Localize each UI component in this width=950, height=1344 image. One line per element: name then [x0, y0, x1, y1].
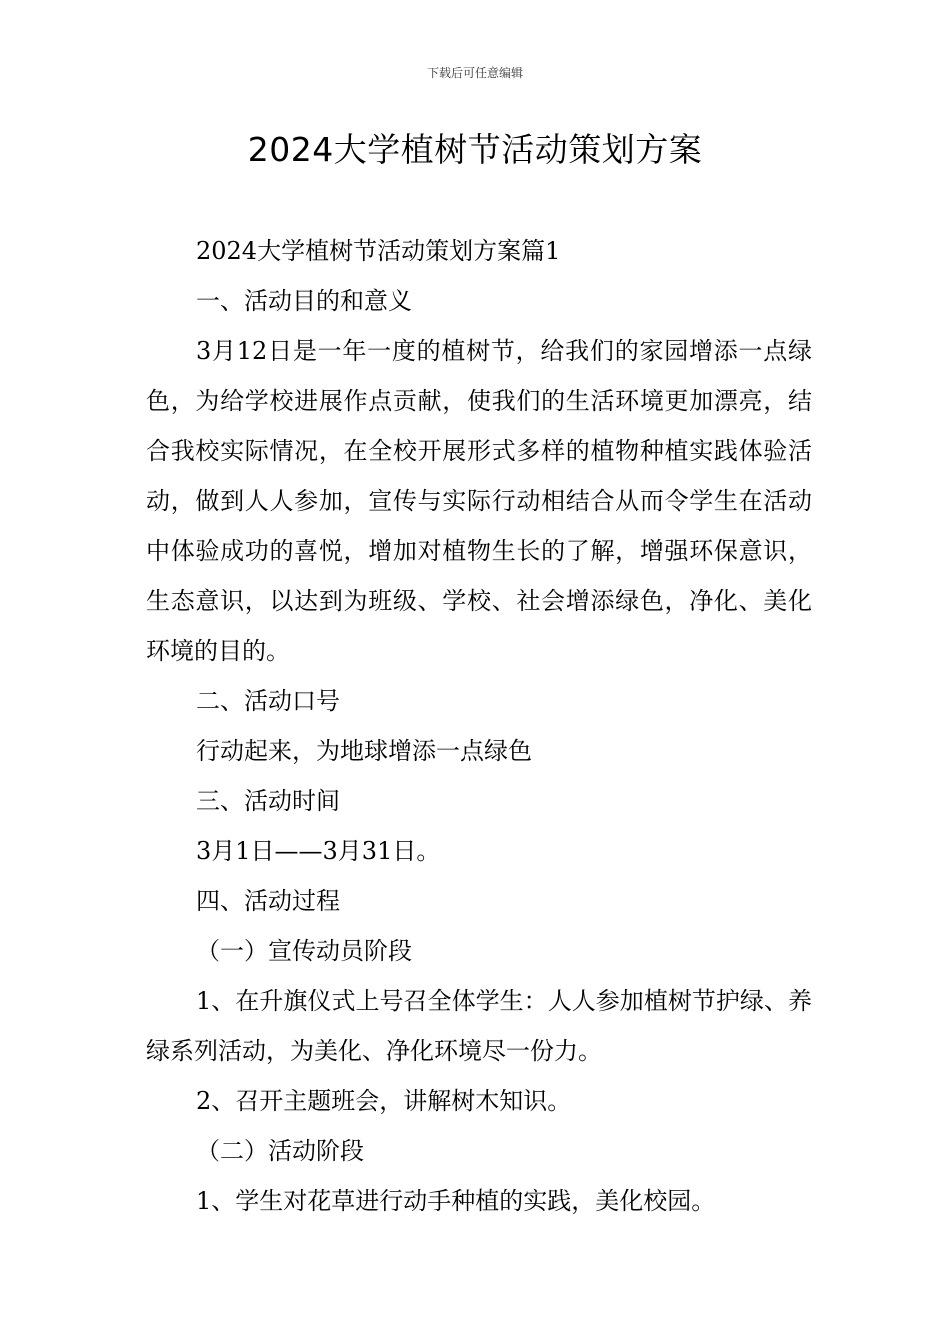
list-item: 2、召开主题班会，讲解树木知识。 — [196, 1087, 572, 1115]
subheading-activity: （二）活动阶段 — [196, 1137, 364, 1165]
heading-process: 四、活动过程 — [196, 887, 340, 915]
list-item: 1、在升旗仪式上号召全体学生：人人参加植树节护绿、养绿系列活动，为美化、净化环境尽一份力。 — [146, 987, 812, 1065]
document-body — [146, 226, 812, 1226]
header-note: 下载后可任意编辑 — [426, 66, 523, 80]
paragraph-time: 3月1日——3月31日。 — [196, 837, 441, 865]
paragraph-slogan: 行动起来，为地球增添一点绿色 — [196, 737, 532, 765]
paragraph-purpose: 3月12日是一年一度的植树节，给我们的家园增添一点绿色，为给学校进展作点贡献，使我们的生活环境更加漂亮，结合我校实际情况，在全校开展形式多样的植物种植实践体验活动，做到人人参加，宣传与实际行动相结合从而令学生在活动中体验成功的喜悦，增加对植物生长的了解，增强环保意识，生态意识，以达到为班级、学校、社会增添绿色，净化、美化环境的目的。 — [146, 337, 812, 665]
heading-slogan: 二、活动口号 — [196, 687, 340, 715]
list-item: 1、学生对花草进行动手种植的实践，美化校园。 — [196, 1187, 716, 1215]
subheading-promotion: （一）宣传动员阶段 — [196, 937, 412, 965]
heading-purpose: 一、活动目的和意义 — [196, 287, 412, 315]
heading-time: 三、活动时间 — [196, 787, 340, 815]
document-title: 2024大学植树节活动策划方案 — [247, 130, 703, 169]
section-subtitle: 2024大学植树节活动策划方案篇1 — [196, 237, 561, 265]
